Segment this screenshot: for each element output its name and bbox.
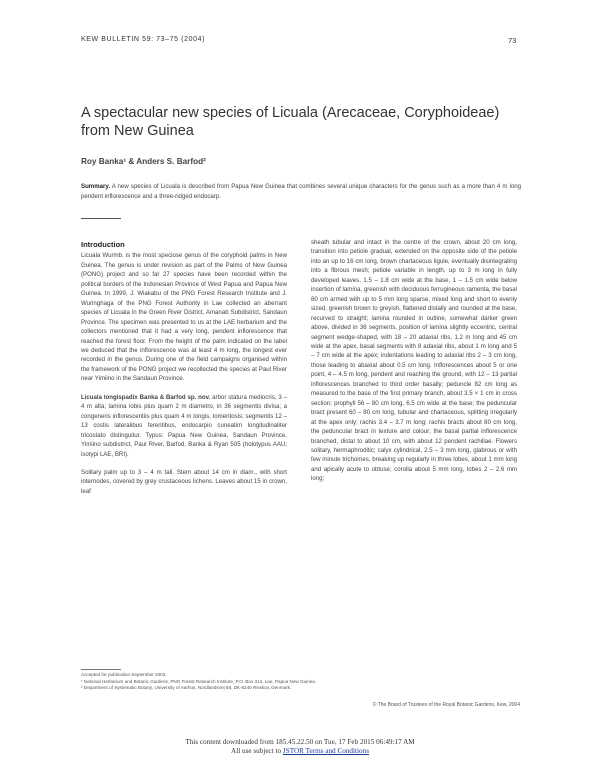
intro-paragraph: Licuala Wurmb. is the most speciose genus of the coryphoid palms in New Guinea. The genus is under revision as part of the Palms of New Guinea (PONG) project and so far 27 species have been recorded within the political borders of the Indonesian Province of West Papua and Papua New Guinea. In 1999, J. Wiakabu of the PNG Forest Research Institute and J. Wuringhaga of the PNG Forest Authority in Lae collected an aberrant species of Licuala in the Green River District, Amanab Subdistrict, Sandaun Province. The specimen was presented to us at the LAE herbarium and the collectors mentioned that it had a very long, pendent inflorescence that reached the forest floor. From the height of the palm indicated on the label we deduced that the inflorescence was at least 4 m long, the longest ever recorded in the genus. During one of the field campaigns organised within the framework of the PONG project we recollected the species at Paul River near Yimiino in the Sandaun Province.: [81, 252, 287, 383]
diagnosis-text: arbor statura mediocris, 3 – 4 m alta; lamina lobis plus quam 2 m diametro, in 36 segmentis divisa; a congeneris inflorescentiis plus quam 4 m longis, tomentosis; segmentis 12 – 13 costis lateralibus ferentibus, endocarpio cuneatim longitudinaliter tricostato distinguitur. Typus: Papua New Guinea, Sandaun Province, Yimiino subdistrict, Paul River, Barfod, Banka & Ryan 505 (holotypus AAU; isotypi LAE, BRI).: [81, 393, 287, 458]
description-continued: sheath tubular and intact in the centre of the crown, about 20 cm long, transition into petiole gradual, extended on the opposite side of the petiole into an up to 16 cm long, brown chartaceous ligule, eventually disintegrating into a fibrous mesh; petiole variable in length, up to 3 m long in fully developed leaves, 1.5 – 1.8 cm wide at the base, 1 – 1.5 cm wide below insertion of lamina, greenish with deciduous ferrugineous ramenta, the basal 80 cm armed with up to 5 mm long sparse, mixed long and short to evenly sized, greenish brown to greyish, flattened distally and rounded at the base, recurved to straight; lamina rounded in outline, somewhat darker green above, divided in 36 segments, position of lamina slightly eccentric, central segment wedge-shaped, with 18 – 20 adaxial ribs, 1.2 m long and 45 cm wide at the apex, basal segments with 8 adaxial ribs, about 1 m long and 5 – 7 cm wide at the apex; indentations leading to adaxial ribs 2 – 3 cm long, those leading to abaxial about 0.5 cm long. Inflorescences about 5 or one point, 4 – 4.5 m long, pendent and reaching the ground, with 12 – 13 partial inflorescences branched to third order basally; peduncle 82 cm long as measured to the base of the first primary branch, about 3.5 × 1 cm in cross section; prophyll 56 – 80 cm long, 6.5 cm wide at the base; the peduncular bract present 60 – 80 cm long, tubular and chartaceous, splitting irregularly at the apex only; rachis 3.4 – 3.7 m long; rachis bracts about 80 cm long, the peduncular bract in texture and colour; the basal partial inflorescence branched, distal to about 10 cm, with about 12 pendent rachillae. Flowers solitary, hermaphroditic; calyx cylindrical, 2.5 – 3 mm long, glabrous or with few minute trichomes, breaking up regularly in three lobes, about 1 mm long and apically acute to obtuse; corolla about 5 mm long, lobes 2 – 2.6 mm long;: [311, 239, 517, 483]
copyright: © The Board of Trustees of the Royal Botanic Gardens, Kew, 2004: [372, 702, 520, 708]
diagnosis-paragraph: [81, 393, 287, 459]
terms-prefix: All use subject to: [231, 747, 283, 755]
footnote-2: ² Department of Systematic Botany, University of Aarhus, Nordlandsvej 68, DK-8240 Risskov, Denmark.: [81, 685, 292, 691]
species-name: Licuala longispadix Banka & Barfod sp. nov.: [81, 393, 211, 401]
divider: [81, 218, 121, 219]
jstor-terms-link[interactable]: JSTOR Terms and Conditions: [282, 747, 369, 755]
summary-label: Summary.: [81, 183, 111, 190]
page-number: 73: [508, 36, 517, 45]
summary-text: A new species of Licuala is described from Papua New Guinea that combines several unique characters for the genus such as a more than 4 m long pendent inflorescence and a three-ridged endocarp.: [81, 183, 522, 200]
footnotes: [81, 669, 531, 692]
download-line: This content downloaded from 185.45.22.50 on Tue, 17 Feb 2015 06:49:17 AM: [185, 738, 415, 746]
description-start: Solitary palm up to 3 – 4 m tall. Stem about 14 cm in diam., with short internodes, covered by grey crustaceous lichens. Leaves about 15 in crown, leaf: [81, 468, 287, 495]
accepted-note: Accepted for publication September 2003.: [81, 672, 167, 677]
footnote-rule: [81, 669, 121, 670]
journal-header: KEW BULLETIN 59: 73–75 (2004): [81, 36, 206, 43]
right-column: [311, 238, 517, 493]
download-notice: [0, 738, 600, 756]
terms-line: [0, 747, 600, 756]
left-column: [81, 240, 287, 505]
intro-heading: Introduction: [81, 240, 125, 249]
authors: Roy Banka¹ & Anders S. Barfod²: [81, 157, 206, 166]
footnote-1: ¹ National Herbarium and Botanic Gardens, PNG Forest Research Institute, P.O. Box 314, Lae, Papua New Guinea.: [81, 678, 317, 684]
article-title: A spectacular new species of Licuala (Arecaceae, Coryphoideae) from New Guinea: [81, 105, 500, 139]
summary: [81, 182, 521, 201]
